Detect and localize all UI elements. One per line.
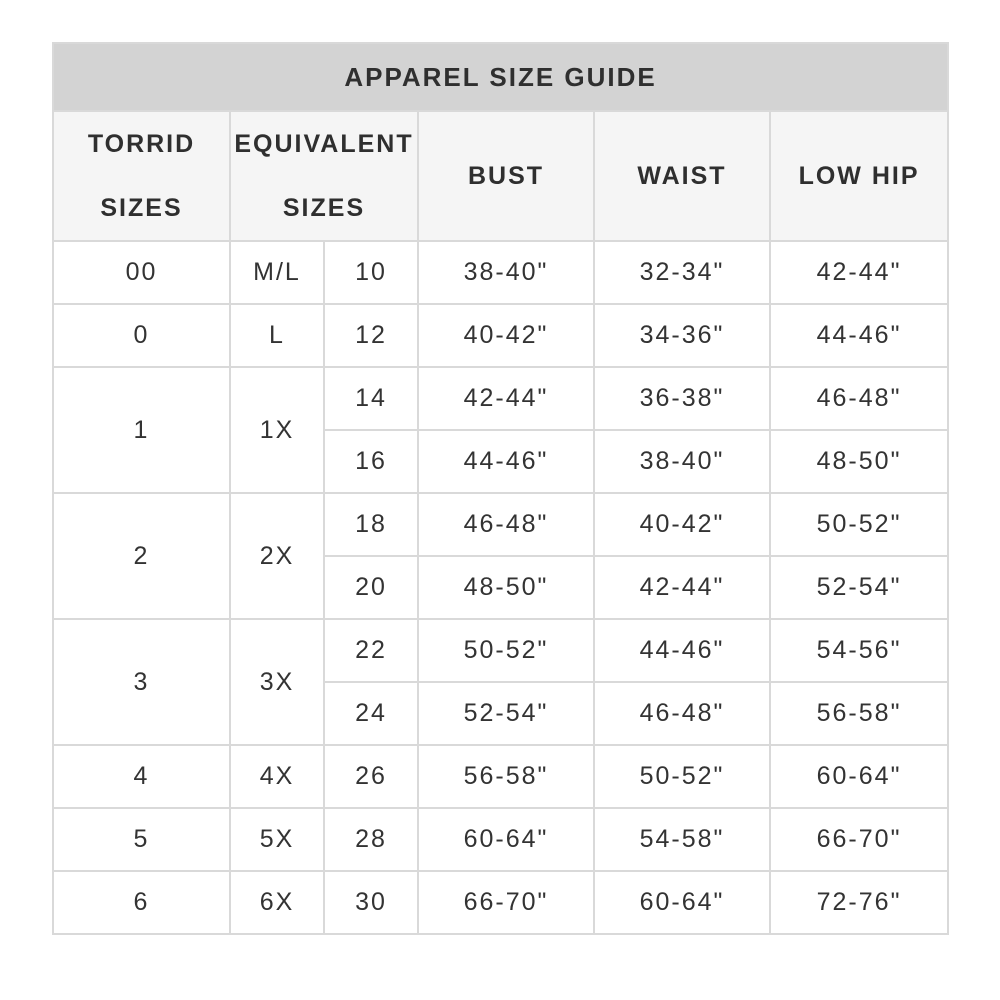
low-hip-cell: 56-58": [770, 682, 948, 745]
torrid-size-cell: 0: [53, 304, 230, 367]
header-waist: WAIST: [594, 111, 770, 241]
equivalent-number-size-cell: 14: [324, 367, 418, 430]
waist-cell: 36-38": [594, 367, 770, 430]
low-hip-cell: 54-56": [770, 619, 948, 682]
size-guide-table: [52, 42, 949, 935]
header-equivalent-line1: EQUIVALENT: [234, 130, 414, 158]
bust-cell: 38-40": [418, 241, 594, 304]
equivalent-number-size-cell: 10: [324, 241, 418, 304]
header-row: [53, 111, 948, 241]
header-equivalent-sizes: [230, 111, 418, 241]
low-hip-cell: 66-70": [770, 808, 948, 871]
size-table-body: [53, 241, 948, 934]
low-hip-cell: 50-52": [770, 493, 948, 556]
waist-cell: 46-48": [594, 682, 770, 745]
waist-cell: 50-52": [594, 745, 770, 808]
torrid-size-cell: 1: [53, 367, 230, 493]
bust-cell: 50-52": [418, 619, 594, 682]
table-row: [53, 367, 948, 430]
equivalent-letter-size-cell: 5X: [230, 808, 324, 871]
low-hip-cell: 42-44": [770, 241, 948, 304]
size-guide-container: [52, 42, 947, 935]
table-row: [53, 745, 948, 808]
waist-cell: 32-34": [594, 241, 770, 304]
equivalent-letter-size-cell: L: [230, 304, 324, 367]
equivalent-letter-size-cell: 1X: [230, 367, 324, 493]
equivalent-letter-size-cell: 3X: [230, 619, 324, 745]
waist-cell: 38-40": [594, 430, 770, 493]
bust-cell: 56-58": [418, 745, 594, 808]
bust-cell: 40-42": [418, 304, 594, 367]
low-hip-cell: 72-76": [770, 871, 948, 934]
waist-cell: 42-44": [594, 556, 770, 619]
bust-cell: 42-44": [418, 367, 594, 430]
bust-cell: 60-64": [418, 808, 594, 871]
header-equivalent-line2: SIZES: [282, 194, 366, 222]
equivalent-number-size-cell: 22: [324, 619, 418, 682]
header-bust: BUST: [418, 111, 594, 241]
table-row: [53, 241, 948, 304]
low-hip-cell: 48-50": [770, 430, 948, 493]
header-torrid-line1: TORRID: [87, 130, 196, 158]
header-torrid-line2: SIZES: [100, 194, 183, 222]
table-row: [53, 808, 948, 871]
equivalent-number-size-cell: 18: [324, 493, 418, 556]
equivalent-letter-size-cell: 6X: [230, 871, 324, 934]
low-hip-cell: 44-46": [770, 304, 948, 367]
bust-cell: 46-48": [418, 493, 594, 556]
bust-cell: 44-46": [418, 430, 594, 493]
torrid-size-cell: 00: [53, 241, 230, 304]
bust-cell: 66-70": [418, 871, 594, 934]
waist-cell: 60-64": [594, 871, 770, 934]
equivalent-letter-size-cell: 4X: [230, 745, 324, 808]
bust-cell: 52-54": [418, 682, 594, 745]
equivalent-number-size-cell: 20: [324, 556, 418, 619]
table-row: [53, 304, 948, 367]
low-hip-cell: 46-48": [770, 367, 948, 430]
low-hip-cell: 52-54": [770, 556, 948, 619]
torrid-size-cell: 2: [53, 493, 230, 619]
header-torrid-sizes: [53, 111, 230, 241]
table-row: [53, 619, 948, 682]
low-hip-cell: 60-64": [770, 745, 948, 808]
equivalent-letter-size-cell: 2X: [230, 493, 324, 619]
table-title: APPAREL SIZE GUIDE: [53, 43, 948, 111]
waist-cell: 54-58": [594, 808, 770, 871]
header-low-hip: LOW HIP: [770, 111, 948, 241]
equivalent-number-size-cell: 12: [324, 304, 418, 367]
table-row: [53, 493, 948, 556]
waist-cell: 44-46": [594, 619, 770, 682]
bust-cell: 48-50": [418, 556, 594, 619]
equivalent-number-size-cell: 30: [324, 871, 418, 934]
equivalent-number-size-cell: 16: [324, 430, 418, 493]
title-row: [53, 43, 948, 111]
equivalent-number-size-cell: 28: [324, 808, 418, 871]
equivalent-number-size-cell: 26: [324, 745, 418, 808]
torrid-size-cell: 5: [53, 808, 230, 871]
torrid-size-cell: 4: [53, 745, 230, 808]
torrid-size-cell: 3: [53, 619, 230, 745]
equivalent-letter-size-cell: M/L: [230, 241, 324, 304]
torrid-size-cell: 6: [53, 871, 230, 934]
equivalent-number-size-cell: 24: [324, 682, 418, 745]
waist-cell: 34-36": [594, 304, 770, 367]
table-row: [53, 871, 948, 934]
waist-cell: 40-42": [594, 493, 770, 556]
